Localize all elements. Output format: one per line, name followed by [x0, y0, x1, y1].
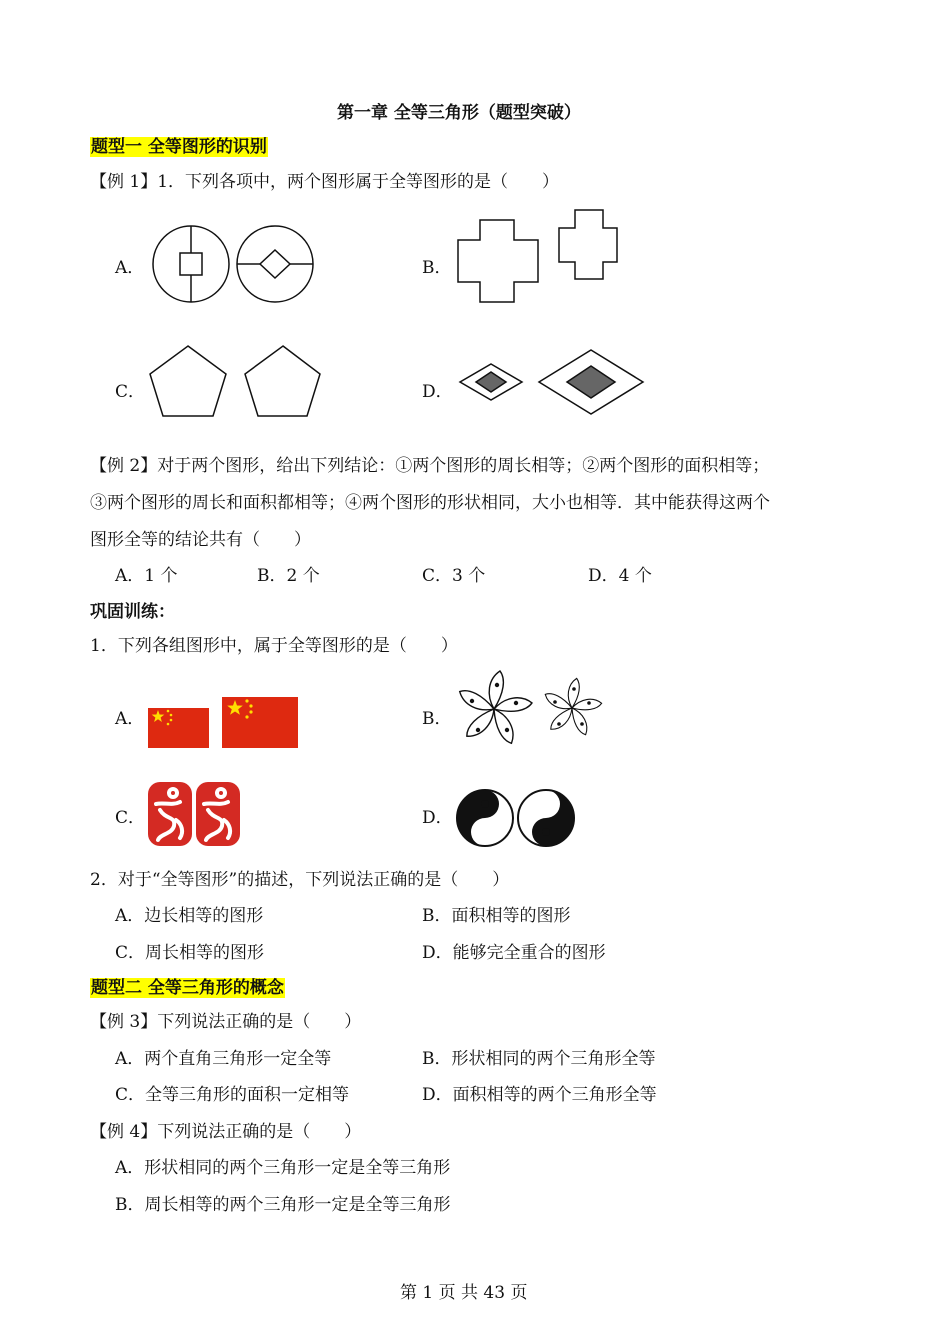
q2-option-a: A．边长相等的图形: [115, 906, 264, 926]
section2-heading: 题型二 全等三角形的概念: [91, 978, 284, 998]
ex1-label-c: C．: [115, 382, 146, 402]
q2-option-c: C．周长相等的图形: [115, 943, 265, 963]
ex3-option-c: C．全等三角形的面积一定相等: [115, 1085, 350, 1105]
ex2-option-a: A．1 个: [115, 566, 178, 586]
practice-q1-stem: 1．下列各组图形中，属于全等图形的是（ ）: [90, 636, 458, 656]
ex1-stem: 【例 1】1．下列各项中，两个图形属于全等图形的是（ ）: [90, 172, 560, 192]
ex2-line3: 图形全等的结论共有（ ）: [90, 530, 311, 550]
ex1-figure-a-circles: [148, 222, 318, 306]
practice-heading: 巩固训练：: [90, 602, 175, 622]
ex3-option-d: D．面积相等的两个三角形全等: [422, 1085, 657, 1105]
q1-figure-a-flags: [148, 697, 300, 750]
practice-q2-stem: 2．对于“全等图形”的描述，下列说法正确的是（ ）: [90, 870, 510, 890]
ex4-stem: 【例 4】下列说法正确的是（ ）: [90, 1122, 362, 1142]
q1-figure-c-seals: [146, 780, 242, 850]
ex2-option-b: B．2 个: [257, 566, 320, 586]
ex2-option-c: C．3 个: [422, 566, 486, 586]
q1-label-c: C．: [115, 808, 146, 828]
page-footer: 第 1 页 共 43 页: [400, 1283, 528, 1303]
ex1-figure-b-crosses: [456, 208, 621, 304]
q1-label-d: D．: [422, 808, 453, 828]
ex2-line1: 【例 2】对于两个图形，给出下列结论：①两个图形的周长相等；②两个图形的面积相等；: [90, 456, 770, 476]
q1-label-a: A．: [115, 709, 145, 729]
ex2-line2: ③两个图形的周长和面积都相等；④两个图形的形状相同，大小也相等．其中能获得这两个: [90, 493, 770, 513]
ex4-option-a: A．形状相同的两个三角形一定是全等三角形: [115, 1158, 451, 1178]
ex3-option-b: B．形状相同的两个三角形全等: [422, 1049, 656, 1069]
ex1-label-d: D．: [422, 382, 453, 402]
q2-option-b: B．面积相等的图形: [422, 906, 571, 926]
q1-label-b: B．: [422, 709, 452, 729]
ex1-figure-c-pentagons: [148, 344, 323, 420]
page-title: 第一章 全等三角形（题型突破）: [337, 103, 581, 123]
section1-heading: 题型一 全等图形的识别: [91, 137, 267, 157]
ex4-option-b: B．周长相等的两个三角形一定是全等三角形: [115, 1195, 451, 1215]
ex1-label-a: A．: [115, 258, 145, 278]
ex1-label-b: B．: [422, 258, 452, 278]
ex1-figure-d-diamonds: [458, 348, 648, 418]
q1-figure-d-yinyang: [455, 788, 577, 850]
ex3-stem: 【例 3】下列说法正确的是（ ）: [90, 1012, 362, 1032]
ex3-option-a: A．两个直角三角形一定全等: [115, 1049, 332, 1069]
ex2-option-d: D．4 个: [588, 566, 652, 586]
q1-figure-b-bauhinia: [454, 668, 606, 750]
q2-option-d: D．能够完全重合的图形: [422, 943, 606, 963]
